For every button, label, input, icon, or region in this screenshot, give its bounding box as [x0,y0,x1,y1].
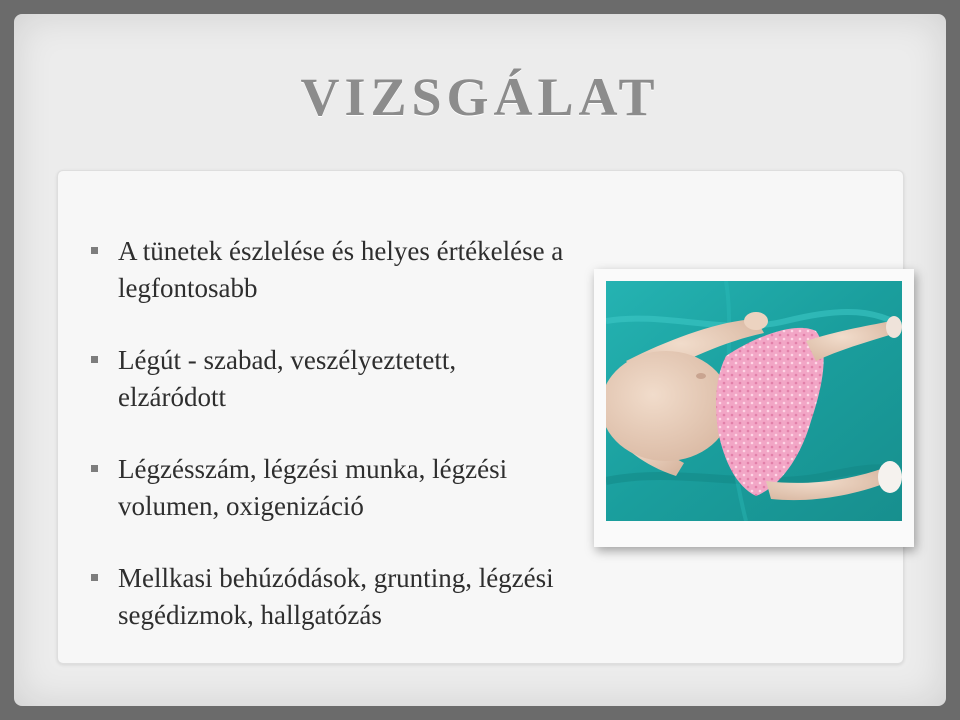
bullet-square-icon [91,247,98,254]
infant-photo [606,281,902,521]
slide-title: VIZSGÁLAT [300,67,660,127]
infant-torso [606,351,731,461]
infant-photo-illustration [606,281,902,521]
slide [14,14,946,706]
photo-frame [594,269,914,547]
bullet-text: Légút - szabad, veszélyeztetett, elzáródott [118,345,457,412]
bullet-text: A tünetek észlelése és helyes értékelése a legfontosabb [118,236,564,303]
bullet-text: Légzésszám, légzési munka, légzési volumen, oxigenizáció [118,454,508,521]
bullet-square-icon [91,574,98,581]
bullet-square-icon [91,356,98,363]
bullet-square-icon [91,465,98,472]
bullet-text: Mellkasi behúzódások, grunting, légzési segédizmok, hallgatózás [118,563,554,630]
